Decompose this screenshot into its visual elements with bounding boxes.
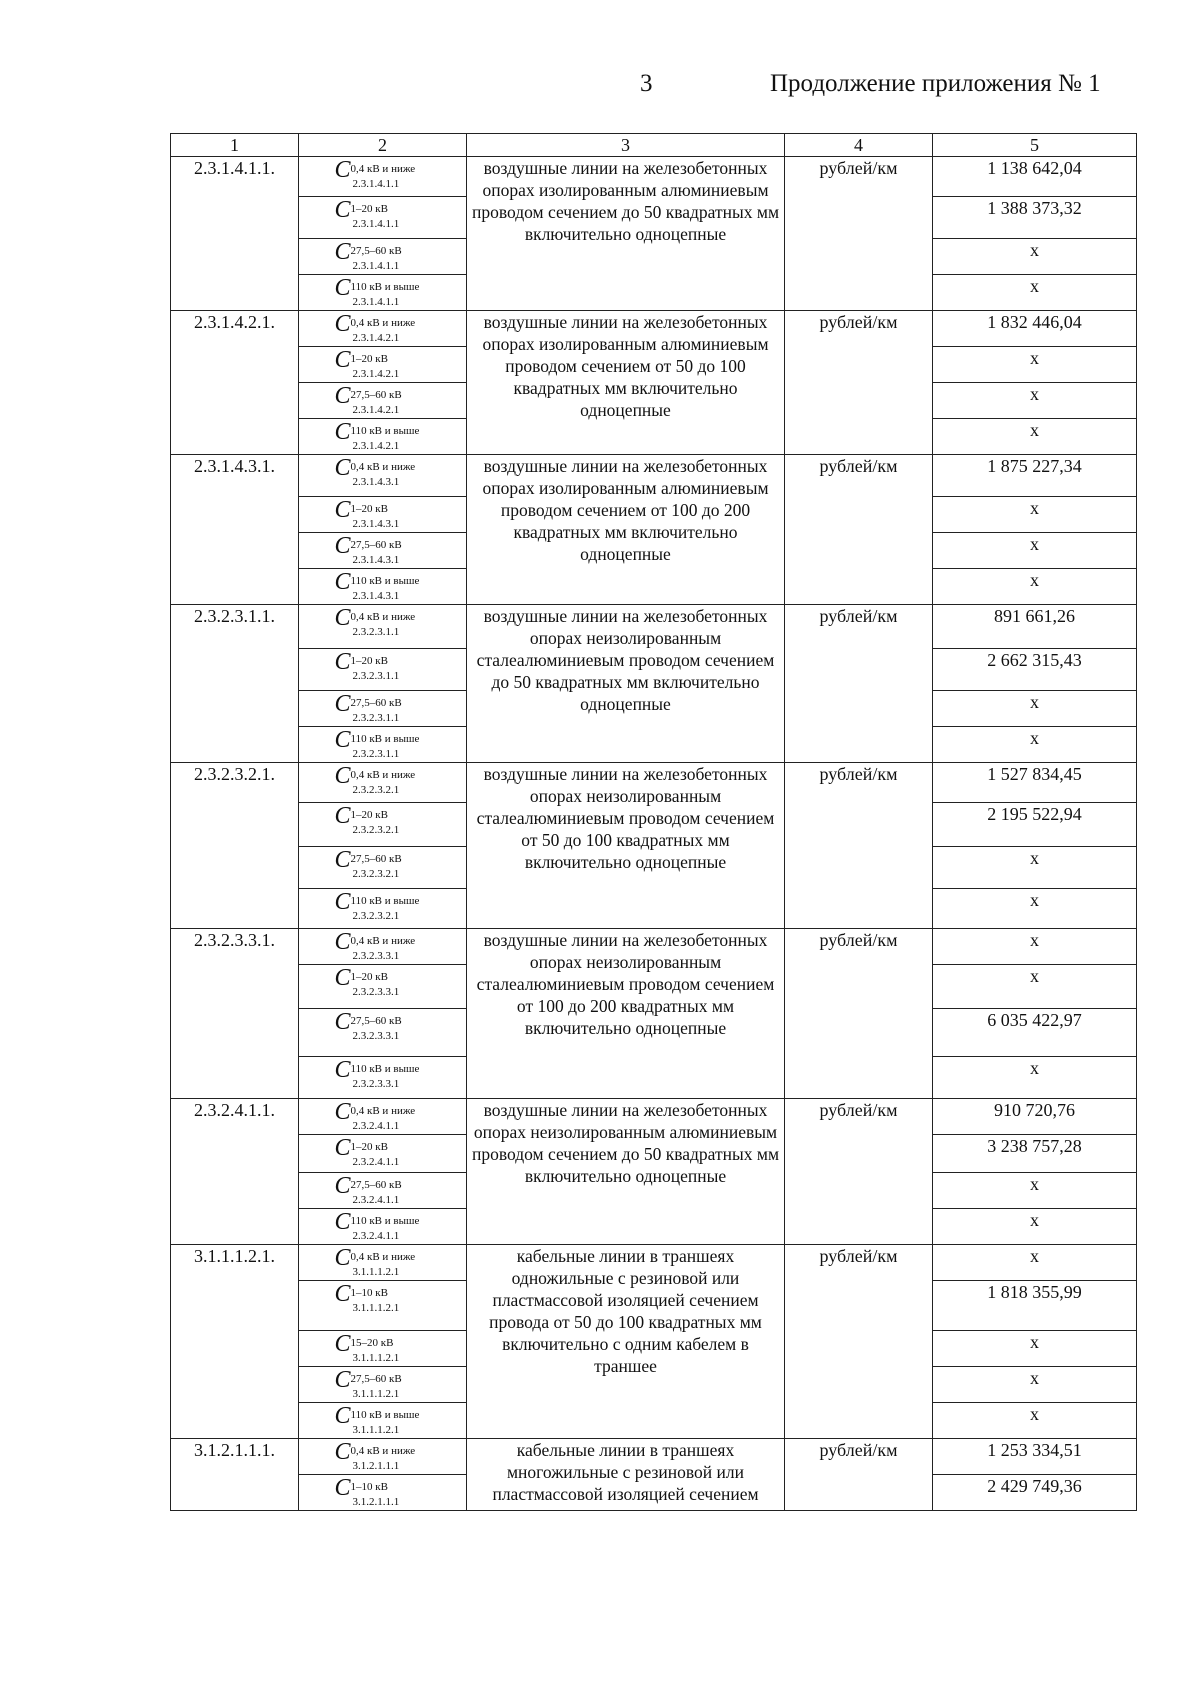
rate-symbol bbox=[299, 649, 467, 691]
rate-symbol-letter: C bbox=[334, 497, 351, 523]
rate-symbol-letter: C bbox=[334, 1331, 351, 1357]
rate-symbol-formula bbox=[334, 763, 431, 796]
voltage-class-label: 0,4 кВ и ниже bbox=[350, 1445, 416, 1457]
rate-symbol bbox=[299, 1439, 467, 1475]
voltage-class-label: 1–20 кВ bbox=[350, 203, 388, 215]
unit-label: рублей/км bbox=[785, 1099, 933, 1245]
rate-symbol-letter: C bbox=[334, 239, 351, 265]
rate-index-label: 2.3.2.4.1.1 bbox=[352, 1194, 400, 1206]
rate-symbol bbox=[299, 197, 467, 239]
rate-value: 891 661,26 bbox=[933, 605, 1137, 649]
rate-index-label: 2.3.2.3.3.1 bbox=[352, 986, 400, 998]
tariff-table bbox=[170, 133, 1137, 1511]
rate-index-label: 2.3.1.4.1.1 bbox=[352, 260, 400, 272]
rate-symbol-formula bbox=[334, 157, 431, 190]
rate-value: 910 720,76 bbox=[933, 1099, 1137, 1135]
rate-value: 1 527 834,45 bbox=[933, 763, 1137, 803]
rate-symbol-letter: C bbox=[334, 455, 351, 481]
rate-index-label: 2.3.2.3.1.1 bbox=[352, 712, 400, 724]
rate-value: 2 429 749,36 bbox=[933, 1475, 1137, 1511]
item-code: 2.3.1.4.2.1. bbox=[171, 311, 299, 455]
voltage-class-label: 1–20 кВ bbox=[350, 1141, 388, 1153]
rate-index-label: 2.3.2.3.2.1 bbox=[352, 784, 400, 796]
item-code: 2.3.2.3.3.1. bbox=[171, 929, 299, 1099]
item-code: 2.3.2.4.1.1. bbox=[171, 1099, 299, 1245]
rate-symbol bbox=[299, 889, 467, 929]
voltage-class-label: 1–20 кВ bbox=[350, 809, 388, 821]
rate-value: 2 662 315,43 bbox=[933, 649, 1137, 691]
rate-symbol bbox=[299, 1331, 467, 1367]
voltage-class-label: 0,4 кВ и ниже bbox=[350, 769, 416, 781]
rate-symbol bbox=[299, 691, 467, 727]
rate-symbol bbox=[299, 1281, 467, 1331]
rate-index-label: 2.3.1.4.2.1 bbox=[352, 440, 400, 452]
rate-symbol bbox=[299, 275, 467, 311]
rate-symbol-letter: C bbox=[334, 1245, 351, 1271]
rate-value: x bbox=[933, 1367, 1137, 1403]
rate-symbol-letter: C bbox=[334, 1009, 351, 1035]
line-description: кабельные линии в траншеях многожильные с резиновой или пластмассовой изоляцией сечением bbox=[467, 1439, 785, 1511]
rate-symbol-letter: C bbox=[334, 1475, 351, 1501]
rate-symbol-formula bbox=[334, 847, 431, 880]
rate-symbol-letter: C bbox=[334, 533, 351, 559]
rate-symbol-letter: C bbox=[334, 157, 351, 183]
rate-symbol-formula bbox=[334, 1057, 431, 1090]
rate-symbol-formula bbox=[334, 1245, 431, 1278]
table-row bbox=[171, 929, 1137, 965]
rate-symbol-formula bbox=[334, 197, 431, 230]
rate-symbol-letter: C bbox=[334, 383, 351, 409]
rate-symbol bbox=[299, 569, 467, 605]
rate-symbol-letter: C bbox=[334, 197, 351, 223]
unit-label: рублей/км bbox=[785, 157, 933, 311]
voltage-class-label: 1–20 кВ bbox=[350, 971, 388, 983]
item-code: 2.3.2.3.1.1. bbox=[171, 605, 299, 763]
rate-symbol-letter: C bbox=[334, 803, 351, 829]
line-description: воздушные линии на железобетонных опорах неизолированным сталеалюминиевым проводом сечением от 100 до 200 квадратных мм включительно одноцепные bbox=[467, 929, 785, 1099]
line-description: воздушные линии на железобетонных опорах неизолированным сталеалюминиевым проводом сечением от 50 до 100 квадратных мм включительно одноцепные bbox=[467, 763, 785, 929]
rate-symbol-letter: C bbox=[334, 847, 351, 873]
voltage-class-label: 27,5–60 кВ bbox=[350, 245, 402, 257]
rate-symbol-formula bbox=[334, 1209, 431, 1242]
rate-symbol-formula bbox=[334, 419, 431, 452]
rate-index-label: 3.1.1.1.2.1 bbox=[352, 1388, 400, 1400]
rate-symbol bbox=[299, 1403, 467, 1439]
rate-symbol-formula bbox=[334, 533, 431, 566]
table-row bbox=[171, 311, 1137, 347]
line-description: кабельные линии в траншеях одножильные с резиновой или пластмассовой изоляцией сечением провода от 50 до 100 квадратных мм включительно с одним кабелем в траншее bbox=[467, 1245, 785, 1439]
rate-symbol-formula bbox=[334, 347, 431, 380]
rate-index-label: 2.3.1.4.2.1 bbox=[352, 332, 400, 344]
appendix-continuation-header: Продолжение приложения № 1 bbox=[770, 70, 1101, 97]
unit-label: рублей/км bbox=[785, 455, 933, 605]
rate-symbol-letter: C bbox=[334, 1135, 351, 1161]
rate-index-label: 2.3.2.3.3.1 bbox=[352, 1030, 400, 1042]
rate-value: x bbox=[933, 533, 1137, 569]
rate-index-label: 2.3.2.3.2.1 bbox=[352, 868, 400, 880]
rate-symbol-formula bbox=[334, 1439, 431, 1472]
rate-index-label: 2.3.2.3.2.1 bbox=[352, 824, 400, 836]
rate-symbol bbox=[299, 347, 467, 383]
unit-label: рублей/км bbox=[785, 311, 933, 455]
rate-index-label: 2.3.1.4.3.1 bbox=[352, 518, 400, 530]
unit-label: рублей/км bbox=[785, 929, 933, 1099]
rate-symbol-formula bbox=[334, 383, 431, 416]
line-description: воздушные линии на железобетонных опорах неизолированным сталеалюминиевым проводом сечением до 50 квадратных мм включительно одноцепные bbox=[467, 605, 785, 763]
rate-symbol-formula bbox=[334, 1135, 431, 1168]
rate-value: 1 818 355,99 bbox=[933, 1281, 1137, 1331]
table-row bbox=[171, 455, 1137, 497]
rate-symbol bbox=[299, 383, 467, 419]
voltage-class-label: 27,5–60 кВ bbox=[350, 1015, 402, 1027]
rate-index-label: 2.3.2.4.1.1 bbox=[352, 1120, 400, 1132]
rate-index-label: 3.1.2.1.1.1 bbox=[352, 1460, 400, 1472]
rate-value: x bbox=[933, 1057, 1137, 1099]
rate-index-label: 3.1.2.1.1.1 bbox=[352, 1496, 400, 1508]
rate-symbol-formula bbox=[334, 1475, 431, 1508]
voltage-class-label: 0,4 кВ и ниже bbox=[350, 1105, 416, 1117]
line-description: воздушные линии на железобетонных опорах изолированным алюминиевым проводом сечением от 50 до 100 квадратных мм включительно одноцепные bbox=[467, 311, 785, 455]
rate-symbol-formula bbox=[334, 311, 431, 344]
rate-symbol-letter: C bbox=[334, 605, 351, 631]
rate-value: 1 832 446,04 bbox=[933, 311, 1137, 347]
table-row bbox=[171, 157, 1137, 197]
rate-symbol-formula bbox=[334, 497, 431, 530]
rate-symbol-formula bbox=[334, 605, 431, 638]
column-number: 1 bbox=[171, 134, 299, 157]
rate-symbol-formula bbox=[334, 889, 431, 922]
rate-symbol-letter: C bbox=[334, 1099, 351, 1125]
rate-value: 1 253 334,51 bbox=[933, 1439, 1137, 1475]
rate-index-label: 2.3.1.4.1.1 bbox=[352, 296, 400, 308]
rate-symbol bbox=[299, 803, 467, 847]
voltage-class-label: 27,5–60 кВ bbox=[350, 1373, 402, 1385]
rate-symbol-formula bbox=[334, 691, 431, 724]
rate-value: 2 195 522,94 bbox=[933, 803, 1137, 847]
rate-index-label: 2.3.2.3.2.1 bbox=[352, 910, 400, 922]
rate-symbol-letter: C bbox=[334, 1367, 351, 1393]
rate-value: x bbox=[933, 727, 1137, 763]
column-number: 3 bbox=[467, 134, 785, 157]
unit-label: рублей/км bbox=[785, 1245, 933, 1439]
item-code: 2.3.2.3.2.1. bbox=[171, 763, 299, 929]
rate-symbol-formula bbox=[334, 1009, 431, 1042]
rate-value: 1 138 642,04 bbox=[933, 157, 1137, 197]
rate-value: x bbox=[933, 889, 1137, 929]
rate-index-label: 2.3.1.4.3.1 bbox=[352, 554, 400, 566]
rate-symbol bbox=[299, 1173, 467, 1209]
rate-value: x bbox=[933, 847, 1137, 889]
column-number: 2 bbox=[299, 134, 467, 157]
item-code: 3.1.2.1.1.1. bbox=[171, 1439, 299, 1511]
rate-index-label: 2.3.1.4.1.1 bbox=[352, 218, 400, 230]
rate-symbol-formula bbox=[334, 239, 431, 272]
rate-index-label: 2.3.1.4.3.1 bbox=[352, 590, 400, 602]
table-row bbox=[171, 763, 1137, 803]
rate-index-label: 3.1.1.1.2.1 bbox=[352, 1266, 400, 1278]
rate-symbol bbox=[299, 497, 467, 533]
rate-symbol bbox=[299, 1209, 467, 1245]
voltage-class-label: 27,5–60 кВ bbox=[350, 389, 402, 401]
rate-symbol-letter: C bbox=[334, 727, 351, 753]
rate-value: 6 035 422,97 bbox=[933, 1009, 1137, 1057]
rate-value: x bbox=[933, 383, 1137, 419]
voltage-class-label: 110 кВ и выше bbox=[350, 575, 420, 587]
voltage-class-label: 1–10 кВ bbox=[350, 1481, 388, 1493]
voltage-class-label: 110 кВ и выше bbox=[350, 425, 420, 437]
item-code: 2.3.1.4.3.1. bbox=[171, 455, 299, 605]
rate-symbol-letter: C bbox=[334, 419, 351, 445]
rate-value: x bbox=[933, 569, 1137, 605]
rate-symbol-letter: C bbox=[334, 763, 351, 789]
rate-value: x bbox=[933, 929, 1137, 965]
rate-index-label: 2.3.1.4.2.1 bbox=[352, 368, 400, 380]
rate-value: x bbox=[933, 347, 1137, 383]
item-code: 3.1.1.1.2.1. bbox=[171, 1245, 299, 1439]
voltage-class-label: 110 кВ и выше bbox=[350, 895, 420, 907]
voltage-class-label: 110 кВ и выше bbox=[350, 1063, 420, 1075]
voltage-class-label: 0,4 кВ и ниже bbox=[350, 317, 416, 329]
line-description: воздушные линии на железобетонных опорах изолированным алюминиевым проводом сечением от 100 до 200 квадратных мм включительно одноцепные bbox=[467, 455, 785, 605]
voltage-class-label: 15–20 кВ bbox=[350, 1337, 394, 1349]
rate-symbol bbox=[299, 419, 467, 455]
rate-symbol-formula bbox=[334, 569, 431, 602]
line-description: воздушные линии на железобетонных опорах неизолированным алюминиевым проводом сечением до 50 квадратных мм включительно одноцепные bbox=[467, 1099, 785, 1245]
rate-symbol bbox=[299, 1475, 467, 1511]
rate-value: x bbox=[933, 1403, 1137, 1439]
item-code: 2.3.1.4.1.1. bbox=[171, 157, 299, 311]
voltage-class-label: 110 кВ и выше bbox=[350, 1409, 420, 1421]
rate-index-label: 2.3.2.3.1.1 bbox=[352, 748, 400, 760]
rate-symbol-letter: C bbox=[334, 1173, 351, 1199]
voltage-class-label: 0,4 кВ и ниже bbox=[350, 935, 416, 947]
rate-symbol-letter: C bbox=[334, 569, 351, 595]
unit-label: рублей/км bbox=[785, 605, 933, 763]
rate-symbol bbox=[299, 847, 467, 889]
rate-symbol-formula bbox=[334, 965, 431, 998]
voltage-class-label: 27,5–60 кВ bbox=[350, 853, 402, 865]
rate-index-label: 2.3.1.4.3.1 bbox=[352, 476, 400, 488]
rate-symbol-formula bbox=[334, 275, 431, 308]
rate-index-label: 2.3.2.3.1.1 bbox=[352, 626, 400, 638]
rate-symbol bbox=[299, 727, 467, 763]
voltage-class-label: 0,4 кВ и ниже bbox=[350, 163, 416, 175]
rate-index-label: 3.1.1.1.2.1 bbox=[352, 1424, 400, 1436]
rate-symbol-letter: C bbox=[334, 1403, 351, 1429]
voltage-class-label: 1–20 кВ bbox=[350, 353, 388, 365]
rate-symbol-formula bbox=[334, 455, 431, 488]
rate-value: x bbox=[933, 965, 1137, 1009]
voltage-class-label: 1–20 кВ bbox=[350, 655, 388, 667]
page-number: 3 bbox=[640, 70, 653, 97]
rate-symbol-letter: C bbox=[334, 1281, 351, 1307]
voltage-class-label: 1–20 кВ bbox=[350, 503, 388, 515]
rate-symbol-letter: C bbox=[334, 965, 351, 991]
rate-value: x bbox=[933, 1209, 1137, 1245]
column-number: 4 bbox=[785, 134, 933, 157]
rate-symbol bbox=[299, 311, 467, 347]
rate-index-label: 3.1.1.1.2.1 bbox=[352, 1302, 400, 1314]
rate-symbol-formula bbox=[334, 1281, 431, 1314]
voltage-class-label: 27,5–60 кВ bbox=[350, 539, 402, 551]
rate-symbol bbox=[299, 1367, 467, 1403]
rate-symbol-letter: C bbox=[334, 691, 351, 717]
unit-label: рублей/км bbox=[785, 763, 933, 929]
rate-symbol bbox=[299, 605, 467, 649]
column-number-row bbox=[171, 134, 1137, 157]
voltage-class-label: 1–10 кВ bbox=[350, 1287, 388, 1299]
rate-value: x bbox=[933, 1245, 1137, 1281]
rate-symbol bbox=[299, 1099, 467, 1135]
rate-symbol-letter: C bbox=[334, 347, 351, 373]
rate-symbol-letter: C bbox=[334, 1439, 351, 1465]
rate-symbol-formula bbox=[334, 649, 431, 682]
rate-value: x bbox=[933, 239, 1137, 275]
rate-symbol-letter: C bbox=[334, 889, 351, 915]
rate-index-label: 2.3.2.3.3.1 bbox=[352, 950, 400, 962]
rate-symbol-formula bbox=[334, 929, 431, 962]
rate-value: 1 875 227,34 bbox=[933, 455, 1137, 497]
rate-symbol-letter: C bbox=[334, 311, 351, 337]
rate-symbol bbox=[299, 965, 467, 1009]
table-row bbox=[171, 605, 1137, 649]
rate-symbol bbox=[299, 1009, 467, 1057]
table-row bbox=[171, 1245, 1137, 1281]
rate-index-label: 2.3.2.3.3.1 bbox=[352, 1078, 400, 1090]
rate-symbol bbox=[299, 157, 467, 197]
rate-value: x bbox=[933, 497, 1137, 533]
rate-symbol bbox=[299, 1057, 467, 1099]
rate-symbol-formula bbox=[334, 1331, 431, 1364]
rate-symbol-formula bbox=[334, 1403, 431, 1436]
rate-symbol-letter: C bbox=[334, 1057, 351, 1083]
rate-value: 1 388 373,32 bbox=[933, 197, 1137, 239]
rate-symbol-letter: C bbox=[334, 275, 351, 301]
rate-symbol-formula bbox=[334, 1367, 431, 1400]
rate-value: x bbox=[933, 275, 1137, 311]
rate-symbol bbox=[299, 239, 467, 275]
rate-index-label: 2.3.1.4.1.1 bbox=[352, 178, 400, 190]
rate-symbol-letter: C bbox=[334, 929, 351, 955]
voltage-class-label: 27,5–60 кВ bbox=[350, 697, 402, 709]
voltage-class-label: 110 кВ и выше bbox=[350, 1215, 420, 1227]
voltage-class-label: 0,4 кВ и ниже bbox=[350, 461, 416, 473]
rate-value: x bbox=[933, 1173, 1137, 1209]
rate-index-label: 2.3.2.3.1.1 bbox=[352, 670, 400, 682]
rate-index-label: 2.3.2.4.1.1 bbox=[352, 1156, 400, 1168]
rate-symbol-letter: C bbox=[334, 1209, 351, 1235]
voltage-class-label: 0,4 кВ и ниже bbox=[350, 1251, 416, 1263]
unit-label: рублей/км bbox=[785, 1439, 933, 1511]
rate-index-label: 2.3.2.4.1.1 bbox=[352, 1230, 400, 1242]
rate-symbol-formula bbox=[334, 1173, 431, 1206]
column-number: 5 bbox=[933, 134, 1137, 157]
rate-value: x bbox=[933, 419, 1137, 455]
rate-symbol bbox=[299, 763, 467, 803]
rate-value: 3 238 757,28 bbox=[933, 1135, 1137, 1173]
rate-symbol bbox=[299, 533, 467, 569]
table-row bbox=[171, 1439, 1137, 1475]
voltage-class-label: 0,4 кВ и ниже bbox=[350, 611, 416, 623]
rate-symbol-letter: C bbox=[334, 649, 351, 675]
voltage-class-label: 110 кВ и выше bbox=[350, 281, 420, 293]
rate-value: x bbox=[933, 1331, 1137, 1367]
rate-symbol bbox=[299, 1245, 467, 1281]
rate-symbol-formula bbox=[334, 727, 431, 760]
rate-symbol bbox=[299, 455, 467, 497]
rate-value: x bbox=[933, 691, 1137, 727]
line-description: воздушные линии на железобетонных опорах изолированным алюминиевым проводом сечением до 50 квадратных мм включительно одноцепные bbox=[467, 157, 785, 311]
rate-symbol bbox=[299, 929, 467, 965]
rate-symbol-formula bbox=[334, 803, 431, 836]
rate-symbol-formula bbox=[334, 1099, 431, 1132]
table-row bbox=[171, 1099, 1137, 1135]
voltage-class-label: 110 кВ и выше bbox=[350, 733, 420, 745]
rate-symbol bbox=[299, 1135, 467, 1173]
rate-index-label: 3.1.1.1.2.1 bbox=[352, 1352, 400, 1364]
voltage-class-label: 27,5–60 кВ bbox=[350, 1179, 402, 1191]
rate-index-label: 2.3.1.4.2.1 bbox=[352, 404, 400, 416]
